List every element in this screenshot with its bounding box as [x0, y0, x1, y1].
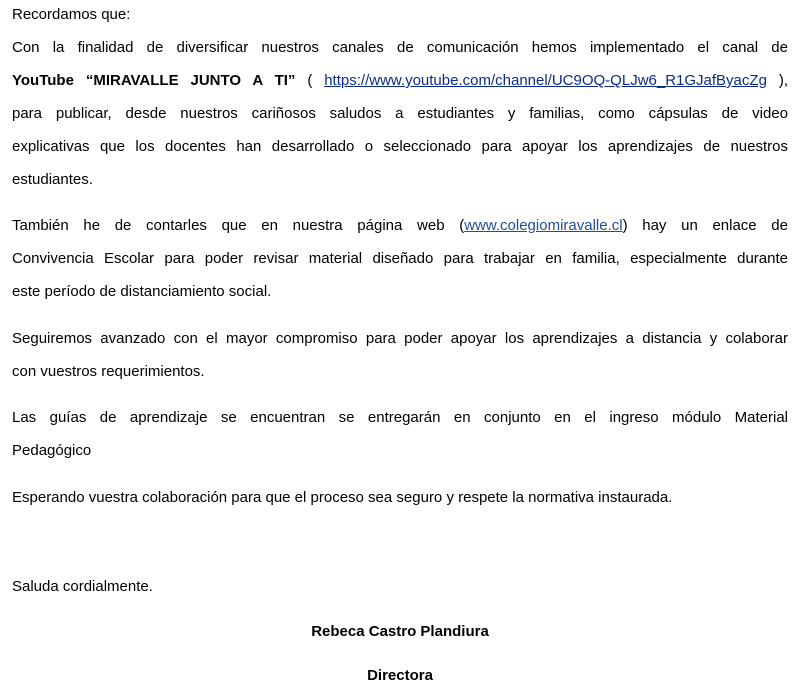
paragraph-1-line-2	[12, 72, 788, 89]
signer-name: Rebeca Castro Plandiura	[311, 623, 489, 640]
paragraph-1-line-5: estudiantes.	[12, 171, 93, 188]
signer-title: Directora	[367, 667, 433, 684]
paragraph-1-line-1: Con la finalidad de diversificar nuestros canales de comunicación hemos implementado el canal de	[12, 39, 788, 56]
paragraph-2-text-b: ) hay un enlace de	[622, 217, 788, 234]
paragraph-2-line-1	[12, 217, 788, 234]
paragraph-5-line-1: Esperando vuestra colaboración para que el proceso sea seguro y respete la normativa instaurada.	[12, 489, 673, 506]
closing: Saluda cordialmente.	[12, 578, 153, 595]
paragraph-4-line-2: Pedagógico	[12, 442, 92, 459]
youtube-channel-link[interactable]: https://www.youtube.com/channel/UC9OQ-QLJw6_R1GJafByacZg	[324, 72, 767, 89]
youtube-channel-name: YouTube “MIRAVALLE JUNTO A TI”	[12, 72, 296, 89]
school-website-link[interactable]: www.colegiomiravalle.cl	[464, 217, 623, 234]
paragraph-3-line-1: Seguiremos avanzado con el mayor compromiso para poder apoyar los aprendizajes a distancia y colaborar	[12, 330, 788, 347]
paragraph-2-text-a: También he de contarles que en nuestra página web (	[12, 217, 465, 234]
paragraph-4-line-1: Las guías de aprendizaje se encuentran se entregarán en conjunto en el ingreso módulo Material	[12, 409, 788, 426]
paragraph-2-line-2: Convivencia Escolar para poder revisar material diseñado para trabajar en familia, especialmente durante	[12, 250, 788, 267]
paragraph-1-line-4: explicativas que los docentes han desarrollado o seleccionado para apoyar los aprendizajes de nuestros	[12, 138, 788, 155]
paren-close: ),	[766, 72, 788, 89]
paragraph-1-line-3: para publicar, desde nuestros cariñosos saludos a estudiantes y familias, como cápsulas de video	[12, 105, 788, 122]
greeting: Recordamos que:	[12, 6, 131, 23]
paragraph-2-line-3: este período de distanciamiento social.	[12, 283, 272, 300]
paren-open: (	[295, 72, 325, 89]
paragraph-3-line-2: con vuestros requerimientos.	[12, 363, 205, 380]
